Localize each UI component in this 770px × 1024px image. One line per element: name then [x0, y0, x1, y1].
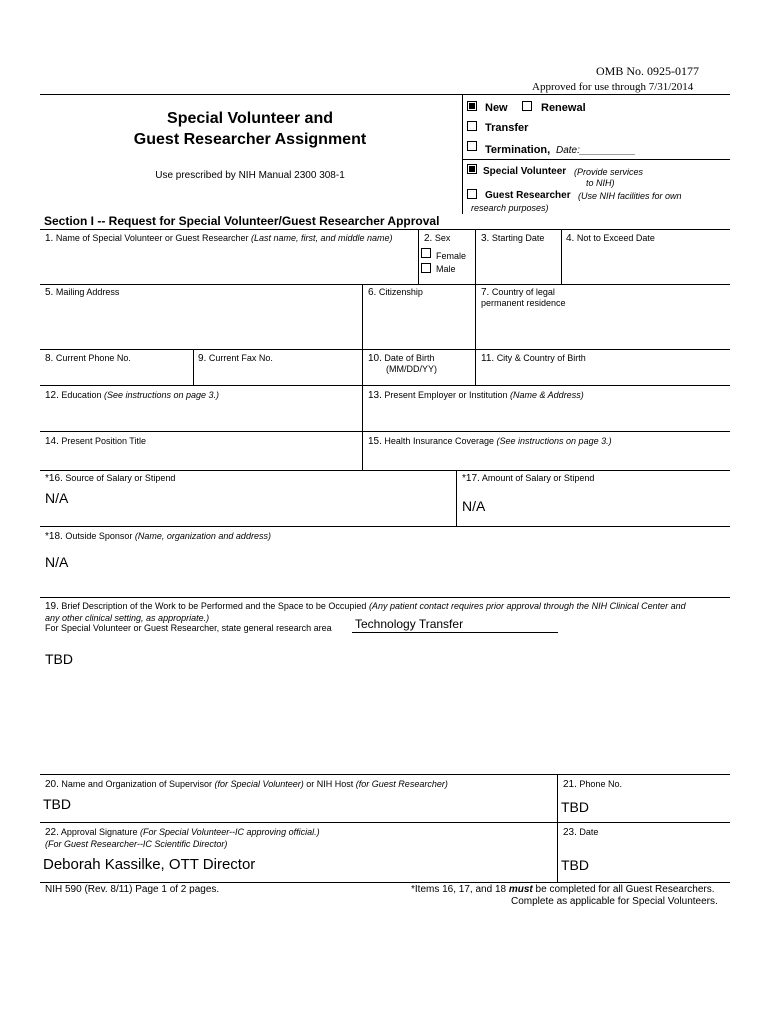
field18-value[interactable]: N/A: [45, 554, 69, 570]
field14-label: 14. Present Position Title: [45, 436, 146, 447]
field8-label: 8. Current Phone No.: [45, 353, 131, 364]
field15-label: 15. Health Insurance Coverage (See instructions on page 3.): [368, 436, 612, 447]
section1-title: Section I -- Request for Special Volunteer/Guest Researcher Approval: [44, 214, 440, 228]
form-title-line1: Special Volunteer and: [167, 110, 333, 127]
row6-div: [456, 470, 457, 527]
field20-label: 20. Name and Organization of Supervisor (for Special Volunteer) or NIH Host (for Guest Researcher): [45, 779, 448, 790]
section1-rule: [40, 229, 730, 230]
termination-checkbox[interactable]: [467, 141, 477, 151]
new-label: New: [485, 102, 508, 114]
field23-value[interactable]: TBD: [561, 857, 589, 873]
female-checkbox[interactable]: [421, 248, 431, 258]
row6-rule: [40, 526, 730, 527]
field9-label: 9. Current Fax No.: [198, 353, 273, 364]
row1-div2: [475, 229, 476, 285]
guest-researcher-note2: research purposes): [471, 203, 549, 213]
center-divider: [362, 284, 363, 471]
row1-rule: [40, 284, 730, 285]
field21-label: 21. Phone No.: [563, 779, 622, 790]
options-rule: [462, 159, 730, 160]
field19-value[interactable]: TBD: [45, 651, 73, 667]
field23-label: 23. Date: [563, 827, 599, 838]
header-divider: [462, 94, 463, 214]
field1-label: 1. Name of Special Volunteer or Guest Researcher (Last name, first, and middle name): [45, 233, 393, 244]
renewal-checkbox[interactable]: [522, 101, 532, 111]
special-volunteer-checkbox[interactable]: [467, 164, 477, 174]
row2-rule: [40, 349, 730, 350]
form-id: NIH 590 (Rev. 8/11) Page 1 of 2 pages.: [45, 884, 220, 895]
field22-value[interactable]: Deborah Kassilke, OTT Director: [43, 856, 256, 873]
new-checkbox[interactable]: [467, 101, 477, 111]
guest-researcher-checkbox[interactable]: [467, 189, 477, 199]
transfer-checkbox[interactable]: [467, 121, 477, 131]
field20-value[interactable]: TBD: [43, 796, 71, 812]
research-area-value: Technology Transfer: [355, 617, 464, 631]
male-label: Male: [436, 264, 456, 274]
field5-label: 5. Mailing Address: [45, 287, 120, 298]
form-bottom-rule: [40, 882, 730, 883]
row7-rule: [40, 597, 730, 598]
research-area-field[interactable]: [352, 617, 558, 633]
field16-label: *16. Source of Salary or Stipend: [45, 473, 176, 484]
field10-label: 10. Date of Birth: [368, 353, 435, 364]
field22-label: 22. Approval Signature (For Special Volunteer--IC approving official.): [45, 827, 320, 838]
female-label: Female: [436, 251, 467, 261]
row8-rule: [40, 774, 730, 775]
field18-label: *18. Outside Sponsor (Name, organization and address): [45, 531, 271, 542]
field10-label2: (MM/DD/YY): [386, 364, 437, 374]
termination-label: Termination,: [485, 144, 551, 156]
field7-label: 7. Country of legal: [481, 287, 555, 298]
field22-label2: (For Guest Researcher--IC Scientific Director): [45, 839, 228, 849]
row5-rule: [40, 470, 730, 471]
special-volunteer-note1: (Provide services: [574, 167, 644, 177]
special-volunteer-note2: to NIH): [586, 178, 615, 188]
header-rule: [40, 94, 730, 95]
row4-rule: [40, 431, 730, 432]
field13-label: 13. Present Employer or Institution (Name & Address): [368, 390, 584, 401]
guest-researcher-label: Guest Researcher: [485, 190, 571, 201]
row3-rule: [40, 385, 730, 386]
renewal-label: Renewal: [541, 102, 586, 114]
approval-expiry: Approved for use through 7/31/2014: [532, 81, 694, 93]
field19-label2: any other clinical setting, as appropriate.): [45, 613, 210, 623]
row9-rule: [40, 822, 730, 823]
termination-date-field[interactable]: Date:__________: [556, 145, 636, 156]
omb-number: OMB No. 0925-0177: [596, 64, 700, 78]
row1-div3: [561, 229, 562, 285]
male-checkbox[interactable]: [421, 263, 431, 273]
field16-value[interactable]: N/A: [45, 490, 69, 506]
field3-label: 3. Starting Date: [481, 233, 545, 244]
row1-div1: [418, 229, 419, 285]
special-volunteer-label: Special Volunteer: [483, 166, 567, 177]
field12-label: 12. Education (See instructions on page 3.): [45, 390, 220, 401]
row2-div: [475, 284, 476, 385]
prescribed-note: Use prescribed by NIH Manual 2300 308-1: [155, 170, 345, 181]
form-title-line2: Guest Researcher Assignment: [133, 131, 367, 148]
field17-value[interactable]: N/A: [462, 498, 486, 514]
field11-label: 11. City & Country of Birth: [481, 353, 586, 364]
row3-div: [193, 349, 194, 385]
footer-note-line2: Complete as applicable for Special Volunteers.: [511, 896, 718, 907]
field6-label: 6. Citizenship: [368, 287, 423, 298]
field19-label: 19. Brief Description of the Work to be Performed and the Space to be Occupied (Any patient contact requires prior approval through the NIH Clinical Center and: [45, 601, 686, 612]
transfer-label: Transfer: [485, 122, 529, 134]
field7-label2: permanent residence: [481, 298, 566, 308]
footer-note-line1: *Items 16, 17, and 18 must be completed for all Guest Researchers.: [411, 884, 715, 895]
right-divider: [557, 774, 558, 883]
field19-area-label: For Special Volunteer or Guest Researcher, state general research area: [45, 623, 332, 633]
field21-value[interactable]: TBD: [561, 799, 589, 815]
field2-label: 2. Sex: [424, 233, 451, 244]
field17-label: *17. Amount of Salary or Stipend: [462, 473, 595, 484]
guest-researcher-note1: (Use NIH facilities for own: [578, 191, 682, 201]
field4-label: 4. Not to Exceed Date: [566, 233, 655, 244]
